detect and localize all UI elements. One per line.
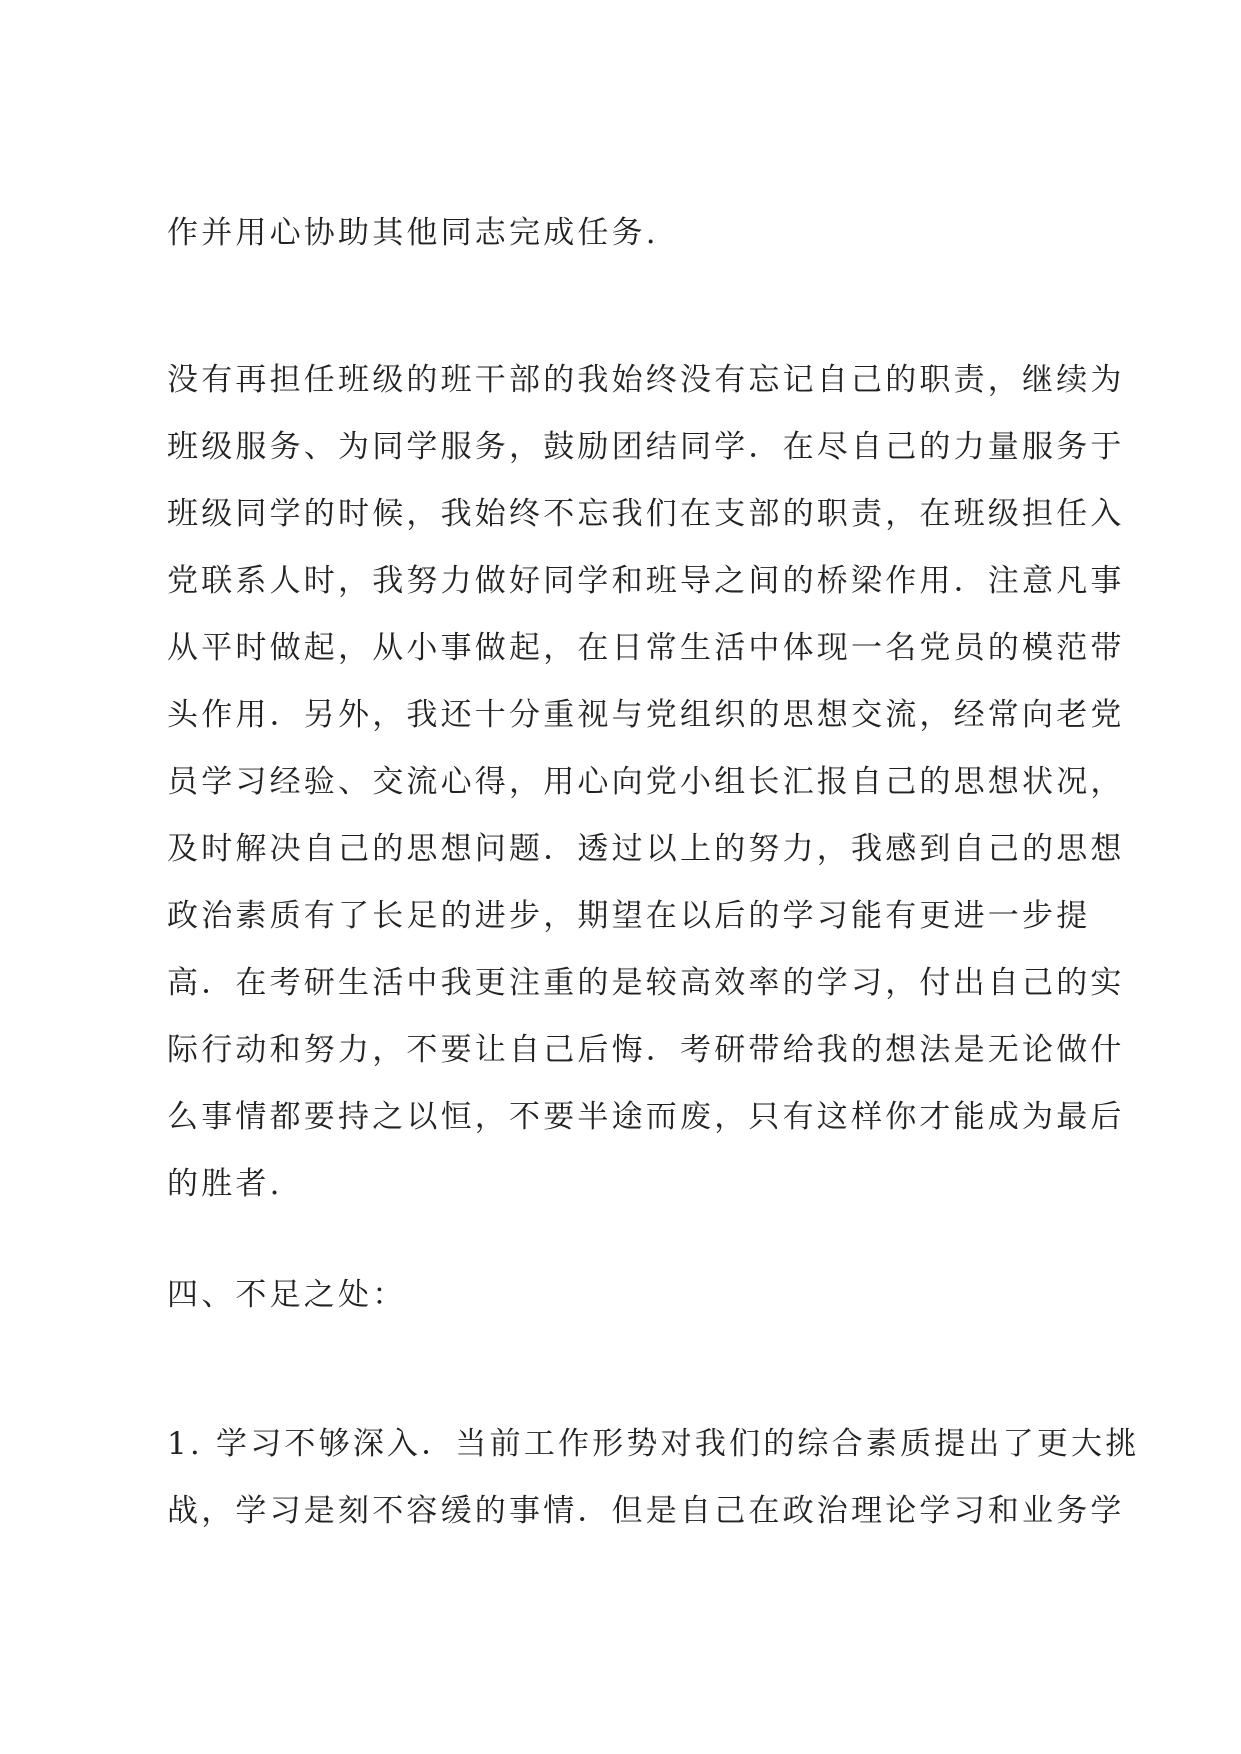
main-paragraph	[167, 347, 1125, 1218]
paragraph-line: 的胜者.	[167, 1166, 283, 1202]
paragraph-line: 没有再担任班级的班干部的我始终没有忘记自己的职责，继续为	[167, 362, 1125, 398]
paragraph-line: 党联系人时，我努力做好同学和班导之间的桥梁作用．注意凡事	[167, 563, 1125, 599]
paragraph-line: 际行动和努力，不要让自己后悔．考研带给我的想法是无论做什	[167, 1032, 1125, 1068]
shortcoming-paragraph	[167, 1411, 1140, 1545]
paragraph-line: 及时解决自己的思想问题．透过以上的努力，我感到自己的思想	[167, 831, 1125, 867]
paragraph-line: 从平时做起，从小事做起，在日常生活中体现一名党员的模范带	[167, 630, 1125, 666]
paragraph-line: 班级服务、为同学服务，鼓励团结同学．在尽自己的力量服务于	[167, 429, 1125, 465]
paragraph-line: 战，学习是刻不容缓的事情．但是自己在政治理论学习和业务学	[167, 1493, 1125, 1529]
intro-paragraph	[167, 200, 1097, 267]
paragraph-line: 班级同学的时候，我始终不忘我们在支部的职责，在班级担任入	[167, 496, 1125, 532]
paragraph-line: 员学习经验、交流心得，用心向党小组长汇报自己的思想状况，	[167, 764, 1125, 800]
paragraph-line: 高．在考研生活中我更注重的是较高效率的学习，付出自己的实	[167, 965, 1125, 1001]
paragraph-line: 1. 学习不够深入．当前工作形势对我们的综合素质提出了更大挑	[167, 1426, 1140, 1462]
paragraph-line: 头作用．另外，我还十分重视与党组织的思想交流，经常向老党	[167, 697, 1125, 733]
paragraph-line: 么事情都要持之以恒，不要半途而废，只有这样你才能成为最后	[167, 1099, 1125, 1135]
section-heading-text: 四、不足之处：	[167, 1277, 407, 1313]
paragraph-line: 作并用心协助其他同志完成任务.	[167, 215, 659, 251]
section-heading	[167, 1262, 1097, 1329]
paragraph-line: 政治素质有了长足的进步，期望在以后的学习能有更进一步提	[167, 898, 1091, 934]
